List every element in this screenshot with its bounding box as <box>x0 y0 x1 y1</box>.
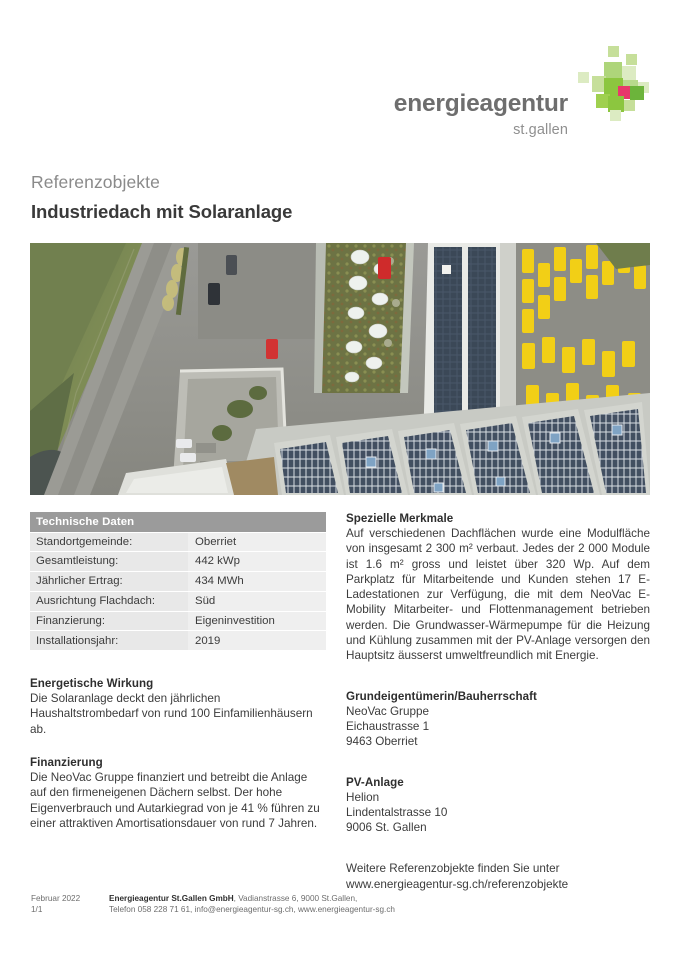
table-cell-value: 442 kWp <box>188 552 326 571</box>
logo-wordmark-main: energieagentur <box>393 90 568 117</box>
section-body: Die NeoVac Gruppe finanziert und betreibt die Anlage auf den firmeneigenen Dächern selbst. Der hohe Eigenverbrauch und Autarkiegrad von je 41 % führen zu einer attraktiven Amortisationsdauer von rund 7 Jahren. <box>30 771 320 830</box>
table-cell-value: 434 MWh <box>188 572 326 591</box>
table-cell-value: Süd <box>188 592 326 611</box>
section-body: Die Solaranlage deckt den jährlichen Haushaltstrombedarf von rund 100 Einfamilienhäusern ab. <box>30 692 313 736</box>
logo-wordmark-sub: st.gallen <box>513 121 568 138</box>
technical-data-table <box>30 512 326 651</box>
footer-company-name: Energieagentur St.Gallen GmbH <box>109 894 234 903</box>
technical-data-caption: Technische Daten <box>30 512 326 532</box>
pv-address <box>346 790 650 836</box>
right-column <box>346 512 650 892</box>
table-row <box>30 533 326 552</box>
pv-address-line: 9006 St. Gallen <box>346 821 427 835</box>
more-info-line: Weitere Referenzobjekte finden Sie unter <box>346 862 560 876</box>
table-cell-value: Oberriet <box>188 533 326 552</box>
section-spezielle-merkmale <box>346 512 650 664</box>
table-cell-label: Standortgemeinde: <box>30 533 188 552</box>
owner-address-line: 9463 Oberriet <box>346 735 418 749</box>
section-heading: Energetische Wirkung <box>30 677 154 691</box>
footer-contact-line: Telefon 058 228 71 61, info@energieagentur-sg.ch, www.energieagentur-sg.ch <box>109 905 395 914</box>
section-energetische-wirkung <box>30 677 326 737</box>
footer-page-number: 1/1 <box>31 905 43 914</box>
document-kicker: Referenzobjekte <box>31 172 160 192</box>
table-cell-value: Eigeninvestition <box>188 612 326 631</box>
section-grundeigentuemerin <box>346 690 650 750</box>
footer-company-line <box>109 893 395 904</box>
brand-logo <box>380 46 650 146</box>
logo-wordmark <box>394 92 568 137</box>
table-row <box>30 631 326 650</box>
owner-address <box>346 704 650 750</box>
table-row <box>30 572 326 591</box>
more-info-url[interactable]: www.energieagentur-sg.ch/referenzobjekte <box>346 877 569 891</box>
section-heading: PV-Anlage <box>346 775 404 789</box>
energieagentur-pixel-mark-icon <box>574 46 650 122</box>
section-body: Auf verschiedenen Dachflächen wurde eine Modulfläche von insgesamt 2 300 m² verbaut. Jedes der 2 000 Module ist 1.6 m² gross und leistet über 320 Wp. Auf dem Parkplatz für Mitarbeitende und Kunden stehen 17 E-Ladestationen zur Verfügung, die mit dem NeoVac E-Mobility Mitarbeiter- und Flottenmanagement betrieben werden. Die Grundwasser-Wärmepumpe für die Heizung und Kühlung zusammen mit der PV-Anlage versorgen den Hauptsitz äusserst umweltfreundlich mit Energie. <box>346 527 650 663</box>
technical-data-body <box>30 533 326 651</box>
section-heading: Finanzierung <box>30 756 103 770</box>
table-cell-label: Gesamtleistung: <box>30 552 188 571</box>
aerial-photo-graphic <box>30 243 650 495</box>
table-cell-value: 2019 <box>188 631 326 650</box>
table-row <box>30 552 326 571</box>
footer-date: Februar 2022 <box>31 894 81 903</box>
table-cell-label: Ausrichtung Flachdach: <box>30 592 188 611</box>
section-heading: Grundeigentümerin/Bauherrschaft <box>346 689 537 703</box>
pv-address-line: Lindentalstrasse 10 <box>346 805 448 819</box>
section-finanzierung <box>30 756 326 831</box>
footer-date-block <box>31 893 109 915</box>
table-row <box>30 612 326 631</box>
owner-address-line: NeoVac Gruppe <box>346 704 429 718</box>
section-weitere-referenzobjekte <box>346 861 650 892</box>
aerial-photo <box>30 243 650 495</box>
pv-address-line: Helion <box>346 790 380 804</box>
owner-address-line: Eichaustrasse 1 <box>346 719 430 733</box>
table-cell-label: Jährlicher Ertrag: <box>30 572 188 591</box>
table-cell-label: Installationsjahr: <box>30 631 188 650</box>
section-pv-anlage <box>346 776 650 836</box>
footer-company-block <box>109 893 395 915</box>
section-heading: Spezielle Merkmale <box>346 512 454 525</box>
table-cell-label: Finanzierung: <box>30 612 188 631</box>
table-row <box>30 592 326 611</box>
page-title: Industriedach mit Solaranlage <box>31 201 293 222</box>
left-column <box>30 512 326 831</box>
footer-company-address: , Vadianstrasse 6, 9000 St.Gallen, <box>233 894 358 903</box>
